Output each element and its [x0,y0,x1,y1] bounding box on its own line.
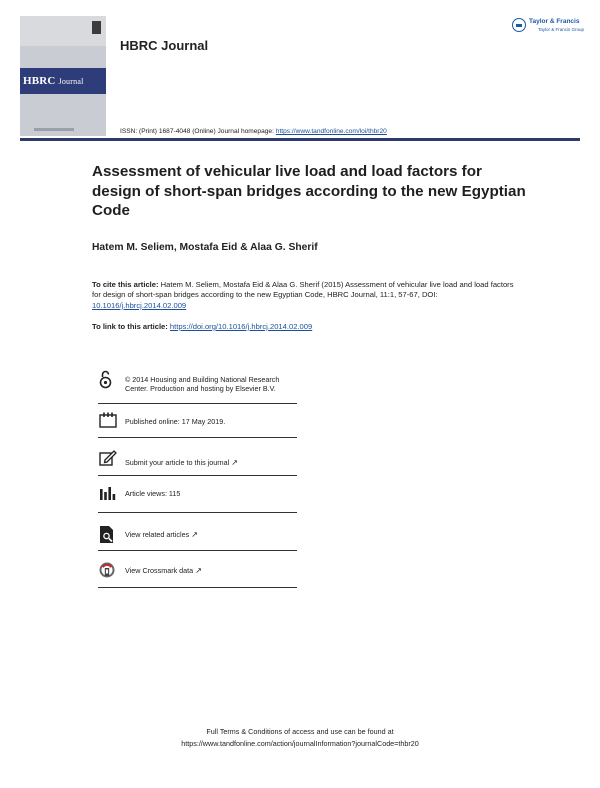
header-divider [20,138,580,141]
submit-article-link[interactable] [125,458,238,467]
issn-text: ISSN: (Print) 1687-4048 (Online) Journal homepage: [120,128,276,135]
terms-footer [0,726,600,749]
publisher-sub: Taylor & Francis Group [538,27,585,32]
article-views-text: Article views: 115 [125,489,181,498]
related-articles-label: View related articles [125,530,190,539]
cover-title-small: Journal [58,77,84,86]
published-text: Published online: 17 May 2019. [125,417,226,426]
copyright-text: © 2014 Housing and Building National Research Center. Production and hosting by Elsevier B.V. [125,375,280,394]
cover-banner [20,68,106,94]
article-doi-url-link[interactable]: https://doi.org/10.1016/j.hbrcj.2014.02.009 [169,322,313,331]
external-link-icon: ↗ [195,566,202,575]
footer-terms-url[interactable]: https://www.tandfonline.com/action/journalInformation?journalCode=thbr20 [181,738,419,748]
edit-pencil-icon [99,450,117,471]
cite-doi-link[interactable]: 10.1016/j.hbrcj.2014.02.009 [92,300,187,310]
article-authors: Hatem M. Seliem, Mostafa Eid & Alaa G. Sherif [92,242,318,253]
issn-line [120,128,387,135]
link-label: To link to this article: [92,322,170,331]
bar-chart-icon [99,486,117,505]
document-search-icon [99,525,115,549]
external-link-icon: ↗ [231,458,238,467]
list-item-copyright [98,364,297,404]
cover-title: HBRC [23,75,56,87]
publisher-name: Taylor & Francis [529,18,580,25]
footer-line-1: Full Terms & Conditions of access and use can be found at [206,727,394,736]
journal-homepage-link[interactable]: https://www.tandfonline.com/loi/thbr20 [275,128,387,135]
article-title: Assessment of vehicular live load and load factors for design of short-span bridges according to the new Egyptian Code [92,163,526,219]
list-item-published [98,404,297,438]
submit-article-label: Submit your article to this journal [125,458,230,467]
list-item-views [98,476,297,513]
list-item-submit[interactable] [98,438,297,476]
related-articles-link[interactable] [125,530,198,539]
journal-name: HBRC Journal [120,38,209,53]
calendar-icon [99,412,117,433]
cite-text: Hatem M. Seliem, Mostafa Eid & Alaa G. Sherif (2015) Assessment of vehicular live load and load factors for design of short-span bridges according to the new Egyptian Code, HBRC Journal, 11:1, 57-67, DOI: [92,280,514,300]
citation-block [92,280,522,311]
open-access-lock-icon [99,370,112,394]
crossmark-label: View Crossmark data [125,566,194,575]
crossmark-icon [99,562,115,585]
cite-label: To cite this article: [92,280,159,289]
article-info-list [98,364,297,588]
crossmark-link[interactable] [125,566,202,575]
list-item-crossmark[interactable] [98,551,297,588]
tf-logo-icon [512,18,526,32]
journal-cover-image [20,16,106,136]
external-link-icon: ↗ [191,530,198,539]
taylor-francis-logo[interactable] [512,17,584,37]
list-item-related[interactable] [98,513,297,551]
link-to-article [92,322,312,331]
